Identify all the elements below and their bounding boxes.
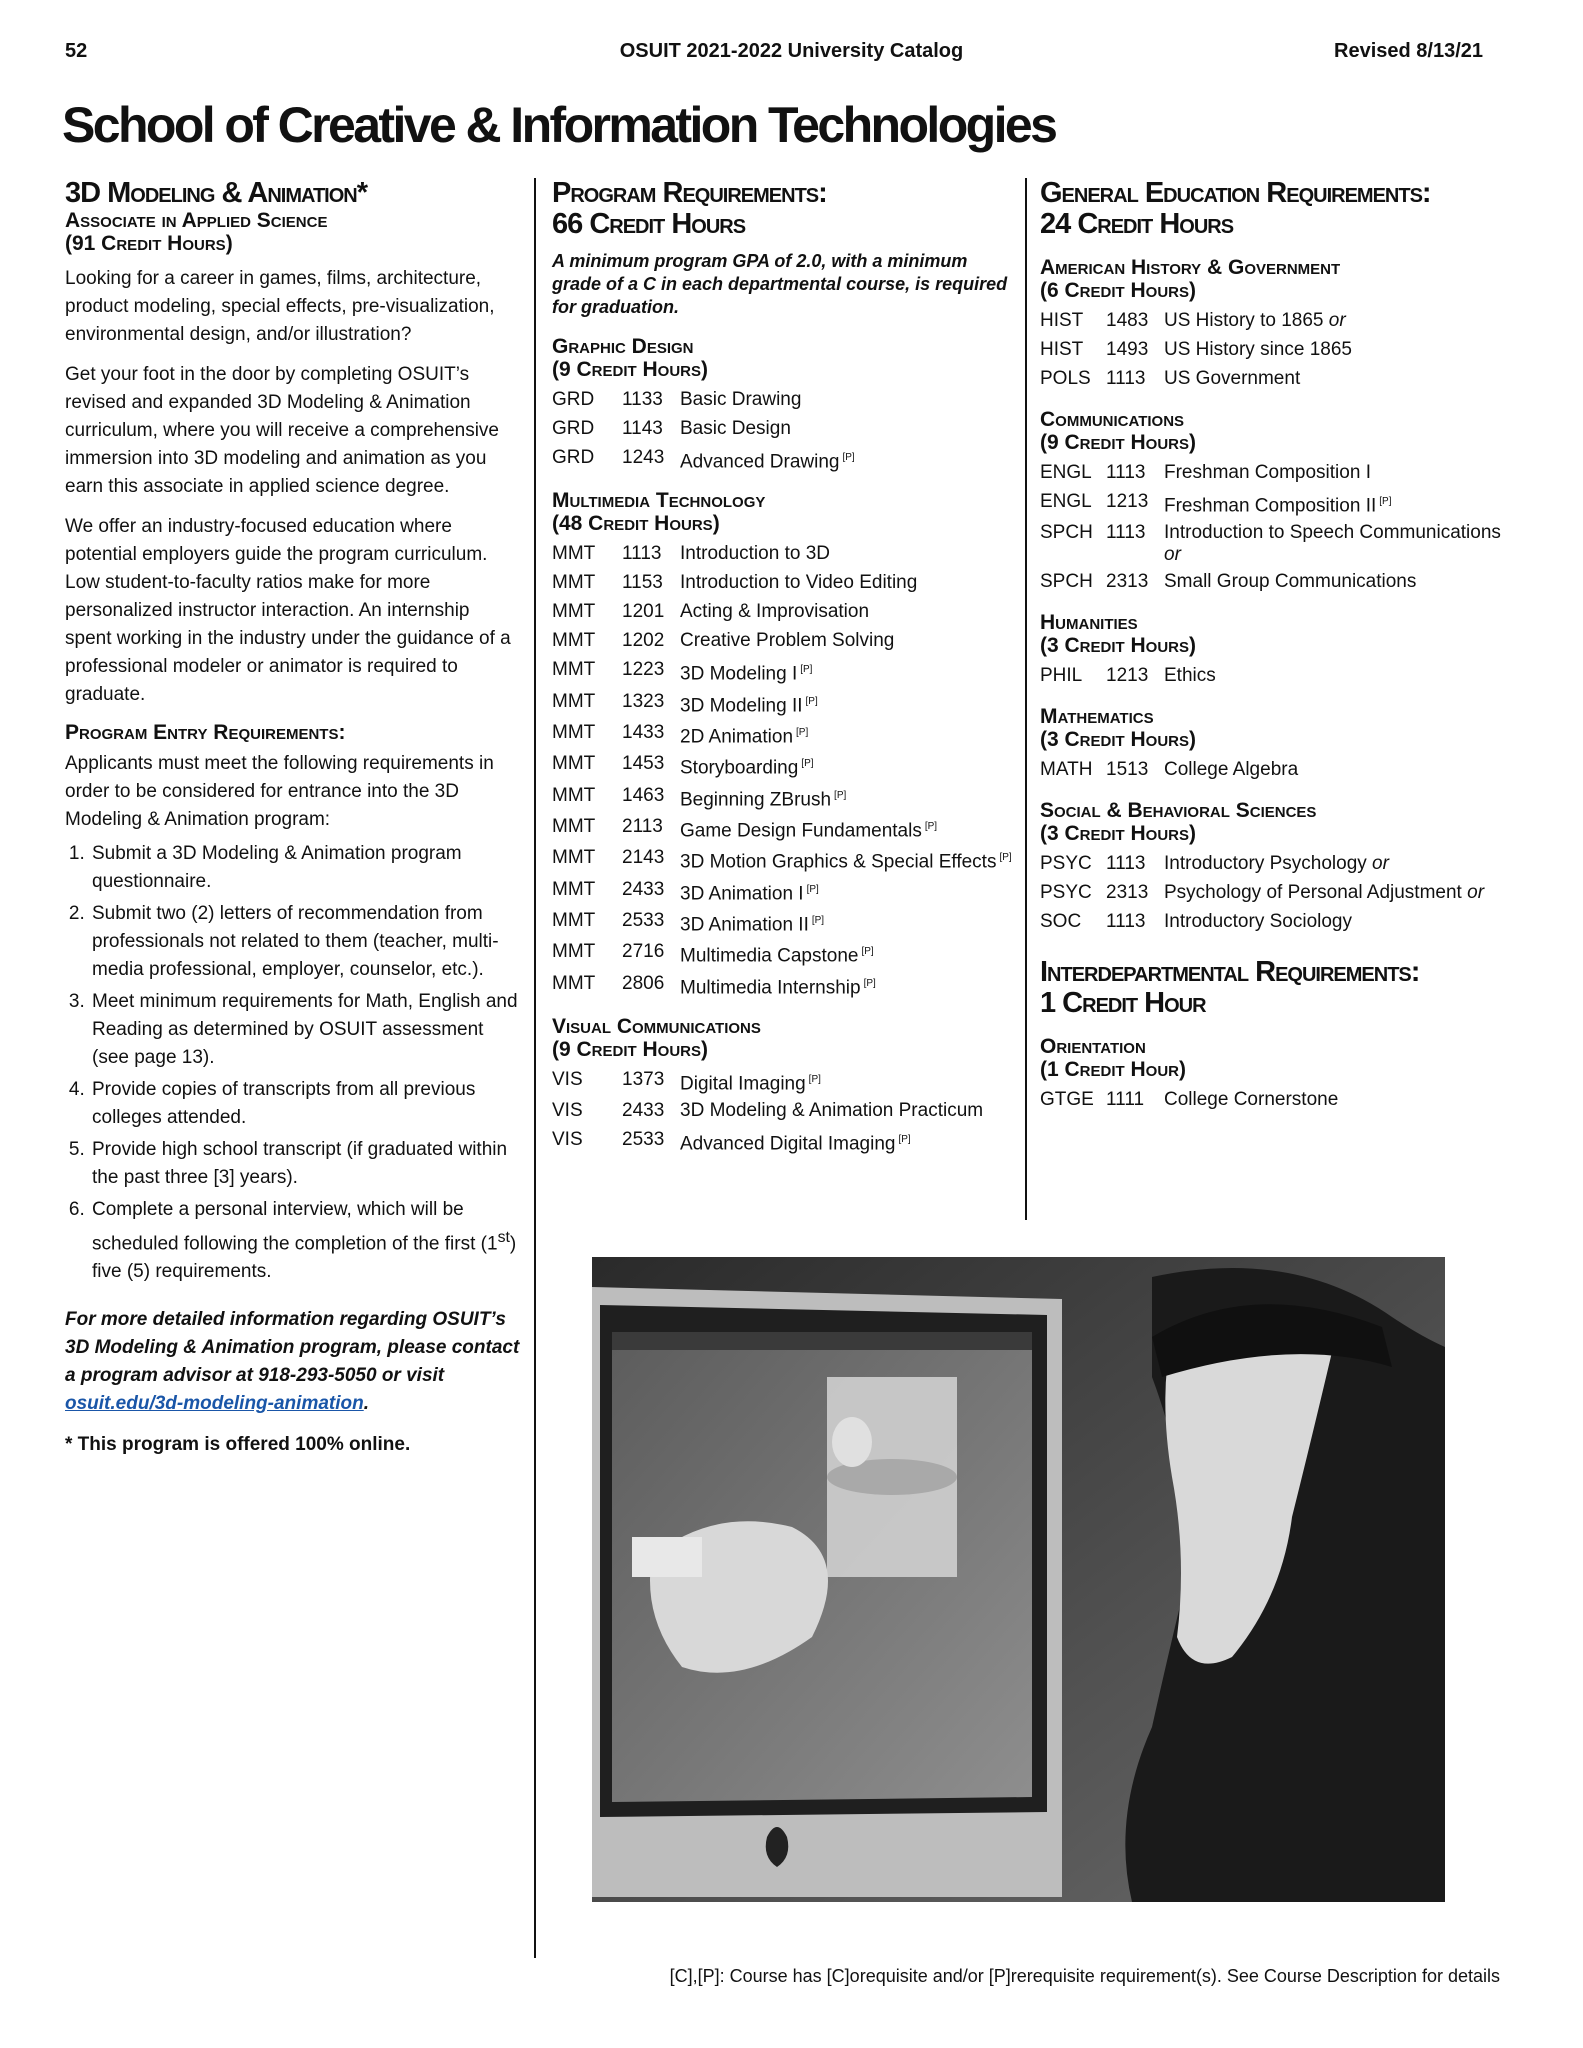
course-name: Multimedia Capstone [680,945,859,967]
course-name: Freshman Composition II [1164,495,1377,517]
course-row [1040,460,1510,486]
course-name-cell [680,751,1012,779]
course-number: 1513 [1106,759,1149,781]
list-item: 6. Complete a personal interview, which will be scheduled following the completion of the first (1st) five (5) requirements. [90,1196,520,1286]
course-number: 2113 [622,815,663,837]
course-name-cell [1164,308,1510,334]
course-list [1040,757,1510,783]
course-number: 1213 [1106,665,1149,687]
course-name-cell [1164,460,1510,486]
course-name: Acting & Improvisation [680,601,870,623]
course-name-cell [680,416,1012,442]
course-name: 3D Modeling II [680,694,803,716]
course-name: Introductory Psychology [1164,853,1367,875]
course-name: College Algebra [1164,759,1299,781]
section-hours: (3 Credit Hours) [1040,728,1197,752]
course-number: 2433 [622,878,665,900]
course-number: 1153 [622,572,663,594]
course-name: Introductory Sociology [1164,911,1352,933]
course-number: 1113 [1106,522,1146,544]
prerequisite-tag: [P] [999,852,1012,864]
course-name: US History since 1865 [1164,339,1352,360]
course-name-cell [1164,663,1510,689]
program-sections [552,335,1012,1156]
course-dept: MMT [552,659,596,681]
prerequisite-tag: [P] [808,1073,821,1085]
course-name-cell [1164,909,1510,935]
course-dept: MMT [552,784,596,806]
course-dept: MMT [552,753,596,775]
course-row [1040,337,1510,363]
gen-ed-hours: 24 Credit Hours [1040,208,1234,240]
course-name-cell [1164,880,1510,906]
course-name-cell [680,1067,1012,1095]
course-name-cell [1164,520,1510,566]
course-name: Freshman Composition I [1164,462,1371,483]
course-name-cell [680,1098,1012,1124]
interdepartmental-heading: Interdepartmental Requirements: [1040,956,1420,989]
course-name: 3D Animation I [680,882,804,904]
course-dept: PSYC [1040,853,1092,875]
course-name-cell [680,657,1012,685]
course-number: 1113 [1106,853,1146,875]
intro-paragraph: Get your foot in the door by completing OSUIT’s revised and expanded 3D Modeling & Animation curriculum, where you will receive a comprehensive immersion into 3D modeling and animation as you earn this associate in applied science degree. [65,364,500,497]
course-name-cell [680,689,1012,717]
course-dept: MMT [552,690,596,712]
program-requirements-column [552,178,1012,1160]
interdepartmental-sections [1040,1035,1510,1113]
prerequisite-tag: [P] [796,726,809,738]
course-name-cell [680,971,1012,999]
course-dept: MMT [552,543,596,565]
course-name-cell [1164,757,1510,783]
online-note: * This program is offered 100% online. [65,1434,411,1456]
course-name: Small Group Communications [1164,571,1417,593]
course-dept: VIS [552,1100,583,1122]
course-list [1040,663,1510,689]
course-row [552,541,1012,567]
prerequisite-tag: [P] [898,1134,911,1146]
course-alternative: or [1328,310,1346,331]
course-number: 1143 [622,418,663,439]
gen-ed-sections [1040,256,1510,935]
page-number: 52 [65,40,88,62]
course-row [552,783,1012,811]
course-name-cell [1164,851,1510,877]
course-dept: SPCH [1040,522,1093,544]
section-hours: (48 Credit Hours) [552,512,720,536]
prerequisite-tag: [P] [1379,496,1392,507]
course-dept: MMT [552,878,596,900]
course-number: 1223 [622,659,665,681]
course-name: Digital Imaging [680,1073,806,1095]
course-name-cell [680,599,1012,625]
course-row [1040,489,1510,517]
course-section [1040,799,1510,935]
course-number: 1323 [622,690,665,712]
course-row [552,445,1012,473]
course-name: 3D Animation II [680,914,809,936]
contact-note: For more detailed information regarding OSUIT’s 3D Modeling & Animation program, please contact a program advisor at 918-293-5050 or visit osuit.edu/3d-modeling-animation. [65,1309,520,1415]
course-number: 1243 [622,447,665,468]
course-name-cell [1164,489,1510,517]
course-section [1040,705,1510,783]
section-title: Humanities [1040,611,1138,635]
course-dept: MMT [552,572,596,594]
course-number: 1113 [1106,368,1146,389]
course-name-cell [1164,1087,1510,1113]
interdepartmental-hours: 1 Credit Hour [1040,987,1206,1020]
course-dept: GRD [552,418,595,439]
course-row [1040,880,1510,906]
section-hours: (1 Credit Hour) [1040,1058,1186,1082]
list-item: 5. Provide high school transcript (if graduated within the past three [3] years). [90,1136,520,1192]
revised-date: Revised 8/13/21 [1334,40,1483,62]
course-name-cell [680,445,1012,473]
course-number: 2313 [1106,571,1149,593]
section-title: American History & Government [1040,256,1341,279]
course-name: Introduction to Speech Communications [1164,522,1501,544]
course-dept: ENGL [1040,462,1092,483]
course-dept: VIS [552,1068,583,1090]
course-dept: MMT [552,815,596,837]
course-name: Ethics [1164,665,1216,687]
course-section [1040,1035,1510,1113]
course-number: 1433 [622,721,665,743]
section-hours: (3 Credit Hours) [1040,634,1197,658]
course-dept: PHIL [1040,665,1083,687]
course-list [1040,1087,1510,1113]
photo-illustration [592,1257,1445,1902]
section-hours: (3 Credit Hours) [1040,822,1197,846]
course-name-cell [680,783,1012,811]
course-name-cell [1164,569,1510,595]
course-list [552,387,1012,473]
course-row [552,628,1012,654]
section-hours: (9 Credit Hours) [552,1037,709,1061]
course-row [552,845,1012,873]
footnote: [C],[P]: Course has [C]orequisite and/or [P]rerequisite requirement(s). See Course Description for details [669,1966,1500,1986]
course-name: US Government [1164,368,1301,389]
prerequisite-tag: [P] [805,695,818,707]
course-row [552,939,1012,967]
course-row [552,387,1012,413]
course-row [552,1098,1012,1124]
course-dept: HIST [1040,339,1084,360]
course-name: College Cornerstone [1164,1089,1339,1111]
course-dept: ENGL [1040,491,1092,512]
course-name: Creative Problem Solving [680,630,895,652]
course-dept: SOC [1040,911,1082,933]
column-divider [1025,178,1027,1220]
course-name: Multimedia Internship [680,976,861,998]
course-name: Advanced Drawing [680,451,840,473]
prerequisite-tag: [P] [842,452,855,463]
prerequisite-tag: [P] [811,914,825,926]
course-name: Basic Drawing [680,389,802,410]
gpa-note: A minimum program GPA of 2.0, with a minimum grade of a C in each departmental course, is required for graduation. [552,251,1008,317]
course-dept: MATH [1040,759,1093,781]
program-overview-column [65,178,520,1456]
course-row [1040,520,1510,566]
course-number: 1493 [1106,339,1149,360]
course-name: 3D Modeling & Animation Practicum [680,1100,984,1122]
intro-paragraph: We offer an industry-focused education where potential employers guide the program curriculum. Low student-to-faculty ratios make for more personalized instructor interaction. An internship spent working in the industry under the guidance of a professional modeler or animator is required to graduate. [65,516,511,705]
gen-ed-heading: General Education Requirements: [1040,177,1431,209]
course-name-cell [680,845,1012,873]
course-dept: MMT [552,630,596,652]
course-name-cell [680,1127,1012,1155]
course-list [552,1067,1012,1156]
program-link[interactable]: osuit.edu/3d-modeling-animation [65,1393,364,1415]
course-row [552,1067,1012,1095]
course-section [552,335,1012,473]
course-name-cell [680,541,1012,567]
course-name: US History to 1865 [1164,310,1324,331]
course-number: 2313 [1106,882,1149,904]
course-number: 1113 [622,543,662,565]
course-row [552,599,1012,625]
section-hours: (9 Credit Hours) [1040,431,1197,454]
course-dept: GRD [552,389,595,410]
section-title: Communications [1040,408,1185,431]
course-row [552,877,1012,905]
list-item: 4. Provide copies of transcripts from all previous colleges attended. [90,1076,520,1132]
section-hours: (6 Credit Hours) [1040,279,1197,302]
section-title: Multimedia Technology [552,489,766,513]
course-dept: MMT [552,909,596,931]
course-name: Introduction to Video Editing [680,572,918,594]
course-row [552,751,1012,779]
course-list [552,541,1012,999]
course-dept: PSYC [1040,882,1092,904]
course-name-cell [680,877,1012,905]
course-number: 2806 [622,972,665,994]
section-title: Graphic Design [552,335,694,358]
course-name: Introduction to 3D [680,543,830,565]
prerequisite-tag: [P] [806,883,819,895]
course-alternative: or [1372,853,1389,875]
catalog-title: OSUIT 2021-2022 University Catalog [619,40,964,62]
student-at-computer-photo [592,1257,1445,1902]
course-row [552,720,1012,748]
course-name-cell [1164,337,1510,363]
prerequisite-tag: [P] [834,789,847,801]
entry-requirements-intro: Applicants must meet the following requirements in order to be considered for entrance into the 3D Modeling & Animation program: [65,753,494,830]
list-item: 3. Meet minimum requirements for Math, English and Reading as determined by OSUIT assessment (see page 13). [90,988,520,1072]
course-dept: MMT [552,972,596,994]
degree-title: Associate in Applied Science [65,209,328,232]
program-requirements-heading: Program Requirements: [552,177,827,209]
section-title: Visual Communications [552,1014,761,1038]
section-title: Social & Behavioral Sciences [1040,799,1317,823]
entry-requirements-list [65,840,520,1286]
course-dept: MMT [552,601,596,623]
prerequisite-tag: [P] [800,664,813,676]
course-row [552,689,1012,717]
course-dept: MMT [552,847,596,869]
course-name: Storyboarding [680,757,799,779]
course-number: 1202 [622,630,665,652]
section-title: Mathematics [1040,705,1154,729]
course-name: Psychology of Personal Adjustment [1164,882,1462,904]
course-row [1040,757,1510,783]
course-list [1040,308,1510,392]
course-number: 1483 [1106,310,1149,331]
course-dept: GRD [552,447,595,468]
list-item: 2. Submit two (2) letters of recommendation from professionals not related to them (teacher, multi-media professional, employer, counselor, etc.). [90,900,520,984]
course-name: Advanced Digital Imaging [680,1133,896,1155]
course-name-cell [680,814,1012,842]
course-number: 1201 [622,601,665,623]
course-row [552,416,1012,442]
course-name-cell [680,908,1012,936]
course-row [1040,663,1510,689]
intro-paragraph: Looking for a career in games, films, architecture, product modeling, special effects, pre-visualization, environmental design, and/or illustration? [65,268,495,345]
course-row [552,657,1012,685]
course-dept: POLS [1040,368,1091,389]
course-alternative: or [1164,544,1181,566]
course-name: Beginning ZBrush [680,788,832,810]
course-name-cell [1164,366,1510,392]
course-dept: GTGE [1040,1089,1094,1111]
course-number: 1373 [622,1068,665,1090]
course-dept: MMT [552,721,596,743]
course-number: 1463 [622,784,665,806]
course-dept: SPCH [1040,571,1093,593]
course-name: Game Design Fundamentals [680,820,922,842]
prerequisite-tag: [P] [924,820,938,832]
section-title: Orientation [1040,1035,1146,1059]
degree-hours: (91 Credit Hours) [65,232,233,255]
course-row [552,1127,1012,1155]
list-item: 1. Submit a 3D Modeling & Animation program questionnaire. [90,840,520,896]
course-name: 3D Motion Graphics & Special Effects [680,851,997,873]
course-dept: MMT [552,941,596,963]
course-name-cell [680,628,1012,654]
course-list [1040,460,1510,595]
column-divider [534,178,536,1958]
course-section [552,489,1012,999]
course-row [1040,1087,1510,1113]
course-number: 1133 [622,389,663,410]
course-number: 1213 [1106,491,1149,512]
course-dept: VIS [552,1129,583,1151]
program-title: 3D Modeling & Animation* [65,177,368,209]
page-title: School of Creative & Information Technologies [62,97,1056,153]
course-name: Basic Design [680,418,791,439]
entry-requirements-heading: Program Entry Requirements: [65,721,346,744]
course-section [1040,256,1510,392]
prerequisite-tag: [P] [801,758,814,770]
course-name-cell [680,570,1012,596]
general-education-column [1040,178,1510,1117]
program-requirements-hours: 66 Credit Hours [552,208,746,240]
course-number: 2533 [622,1129,665,1151]
course-row [552,908,1012,936]
course-row [1040,909,1510,935]
section-hours: (9 Credit Hours) [552,358,709,381]
course-row [1040,851,1510,877]
prerequisite-tag: [P] [861,946,874,958]
prerequisite-tag: [P] [863,977,876,989]
course-name-cell [680,387,1012,413]
course-dept: HIST [1040,310,1084,331]
course-name-cell [680,939,1012,967]
course-number: 2716 [622,941,665,963]
course-row [1040,569,1510,595]
course-number: 2143 [622,847,665,869]
course-alternative: or [1467,882,1485,904]
course-name: 3D Modeling I [680,663,798,685]
course-section [552,1015,1012,1156]
course-name: 2D Animation [680,726,794,748]
course-row [552,814,1012,842]
course-row [552,570,1012,596]
course-number: 1453 [622,753,665,775]
course-number: 1113 [1106,462,1146,483]
course-number: 1111 [1106,1089,1145,1111]
course-section [1040,611,1510,689]
course-section [1040,408,1510,595]
course-number: 2433 [622,1100,665,1122]
course-number: 2533 [622,909,665,931]
course-name-cell [680,720,1012,748]
course-row [1040,308,1510,334]
course-number: 1113 [1106,911,1146,933]
course-row [552,971,1012,999]
course-row [1040,366,1510,392]
course-list [1040,851,1510,935]
